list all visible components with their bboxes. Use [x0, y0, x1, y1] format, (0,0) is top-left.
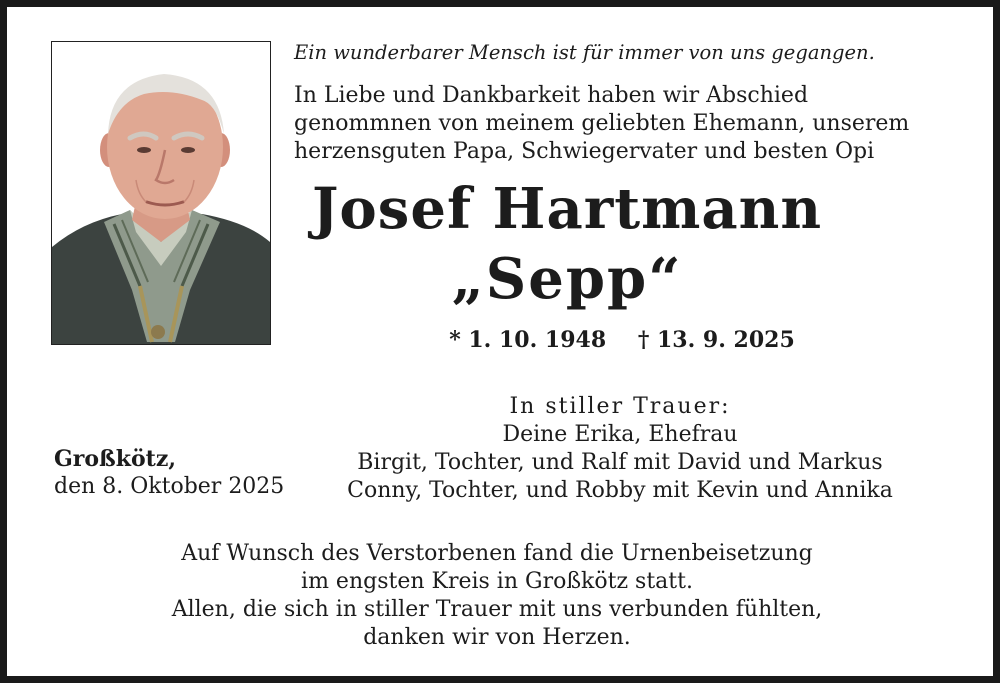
- intro-line: In Liebe und Dankbarkeit haben wir Abschied: [294, 83, 809, 108]
- deceased-nickname: „Sepp“: [451, 246, 683, 312]
- closing-line: im engsten Kreis in Großkötz statt.: [301, 569, 693, 594]
- intro-line: genommnen von meinem geliebten Ehemann, unserem: [294, 111, 910, 136]
- mourner-line: Conny, Tochter, und Robby mit Kevin und Annika: [347, 478, 893, 503]
- mourner-line: Deine Erika, Ehefrau: [502, 422, 738, 447]
- motto: Ein wunderbarer Mensch ist für immer von uns gegangen.: [294, 41, 875, 64]
- place-date: den 8. Oktober 2025: [54, 474, 285, 499]
- closing-text: [107, 540, 887, 652]
- mourner-line: Birgit, Tochter, und Ralf mit David und Markus: [357, 450, 883, 475]
- death-date: † 13. 9. 2025: [637, 327, 795, 353]
- place-and-date: [54, 445, 304, 501]
- mourners-block: [307, 393, 933, 505]
- closing-line: Auf Wunsch des Verstorbenen fand die Urnenbeisetzung: [181, 541, 813, 566]
- life-dates: [407, 327, 837, 353]
- portrait-photo: [51, 41, 271, 345]
- birth-date: * 1. 10. 1948: [449, 327, 607, 353]
- closing-line: Allen, die sich in stiller Trauer mit uns verbunden fühlten,: [171, 597, 823, 622]
- intro-text: [294, 82, 954, 166]
- place-town: Großkötz,: [54, 446, 176, 472]
- intro-line: herzensguten Papa, Schwiegervater und besten Opi: [294, 139, 875, 164]
- closing-line: danken wir von Herzen.: [363, 625, 631, 650]
- portrait-illustration: [52, 42, 270, 344]
- mourners-heading: In stiller Trauer:: [509, 394, 731, 419]
- deceased-name: Josef Hartmann: [311, 176, 823, 242]
